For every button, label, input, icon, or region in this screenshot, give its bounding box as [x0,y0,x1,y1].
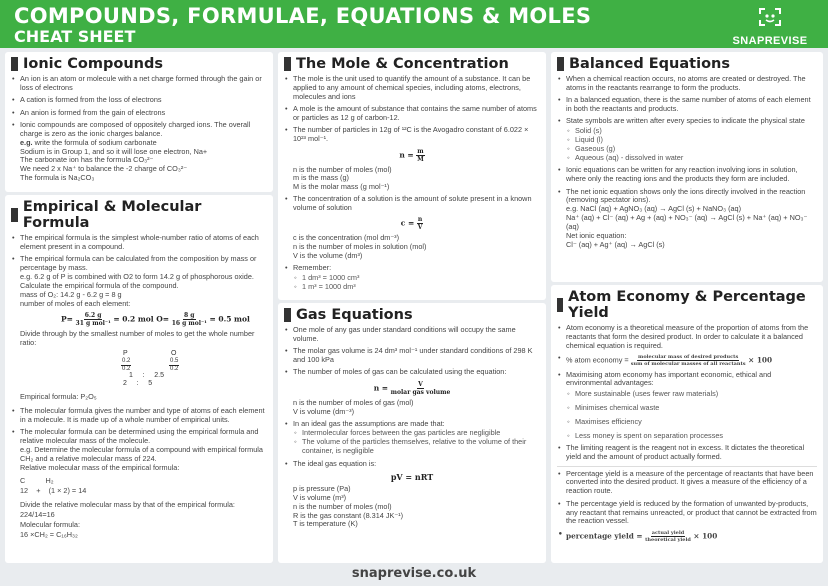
list-item: • Percentage yield is a measure of the percentage of reactants that have been converted into the desired product. It gives a measure of the efficiency of a reaction route. [557,470,817,497]
balanced-equations-card [551,52,823,282]
list-item: • The percentage yield is reduced by the formation of unwanted by-products, any reactant that remains unreacted, or product that cannot be extracted from the reaction vessel. [557,500,817,527]
section-marker-icon [557,298,563,312]
list-item: • The molecular formula can be determined using the empirical formula and relative molecular mass of the molecule. e.g. Determine the molecular formula of a compound with empirical formula CH₂ and a relative molecular mass of 224. Relative molecular mass of the empirical formula: [11,428,267,473]
variable-list: c is the concentration (mol dm⁻³) n is the number of moles in solution (mol) V is the volume (dm³) [293,233,427,261]
section-title: Gas Equations [284,307,540,323]
list-item: • The number of moles of gas can be calculated using the equation: [284,368,540,377]
sub-item: ◦ Maximises efficiency [566,418,817,427]
list-item: • The limiting reagent is the reagent not in excess. It dictates the theoretical yield and the amount of product actually formed. [557,444,817,462]
list-item: • Ionic compounds are composed of oppositely charged ions. The overall charge is zero as the ionic charges balance. e.g. write the formula of sodium carbonate Sodium is in Group 1, and so it will lose one electron, Na+ The carbonate ion has the formula CO₃²⁻ We need 2 x Na⁺ to balance the -2 charge of CO₃²⁻ The formula is Na₂CO₃ [11,121,267,183]
sub-item: ◦ Less money is spent on separation processes [566,432,817,441]
list-item: • An ion is an atom or molecule with a net charge formed through the gain or loss of electrons [11,75,267,93]
sub-item: ◦ More sustainable (uses fewer raw materials) [566,390,817,399]
mole-concentration-card [278,52,546,300]
divide-text: Divide through by the smallest number of moles to get the whole number ratio: [20,329,255,347]
sub-item: ◦ Liquid (l) [566,136,817,145]
list-item: • The number of particles in 12g of ¹²C is the Avogadro constant of 6.022 × 10²³ mol⁻¹. [284,126,540,144]
list-item: • The mole is the unit used to quantify the amount of a substance. It can be applied to any amount of chemical species, including atoms, electrons, molecules and ions [284,75,540,102]
list-item: • In an ideal gas the assumptions are made that: ◦ Intermolecular forces between the gas particles are negligible ◦ The volume of the particles themselves, relative to the volume of their container, is negligible [284,420,540,457]
sub-item: ◦ The volume of the particles themselves, relative to the volume of their container, is negligible [293,438,540,456]
list-item: • The molecular formula gives the number and type of atoms of each element in a molecule. It is made up of a whole number of empirical units. [11,407,267,425]
list-item: • A cation is formed from the loss of electrons [11,96,267,105]
moles-equation: P= $\frac{6.2 g}{\text{31 g mol⁻¹}}$ = 0.2 mol O= $\frac{8 g}{\text{16 g mol⁻¹}}$ = 0.5 mol [61,312,250,328]
list-item: • One mole of any gas under standard conditions will occupy the same volume. [284,326,540,344]
sub-item: ◦ 1 dm³ = 1000 cm³ [293,274,540,283]
divide-calc: Divide the relative molecular mass by that of the empirical formula: 224/14=16 Molecular formula: 16 ×CH₂ = C₁₆H₃₂ [20,499,235,539]
header-banner [0,0,828,48]
section-title: Balanced Equations [557,56,817,72]
section-title: Ionic Compounds [11,56,267,72]
sub-item: ◦ 1 m³ = 1000 dm³ [293,283,540,292]
moles-mass-equation: n = $\frac{m}{M}$ [399,147,424,163]
sub-item: ◦ Intermolecular forces between the gas particles are negligible [293,429,540,438]
section-title: Atom Economy & Percentage Yield [557,289,817,321]
sub-item: ◦ Minimises chemical waste [566,404,817,413]
section-marker-icon [557,57,564,71]
page-subtitle: CHEAT SHEET [14,27,136,46]
ionic-compounds-card [5,52,273,192]
list-item: • The ideal gas equation is: [284,460,540,469]
list-item: • An anion is formed from the gain of electrons [11,109,267,118]
sub-item: ◦ Gaseous (g) [566,145,817,154]
section-title: Empirical & Molecular Formula [11,199,267,231]
gas-moles-equation: n = $\frac{V}{\text{molar gas volume}}$ [373,380,451,396]
list-item: • The concentration of a solution is the amount of solute present in a known volume of solution [284,195,540,213]
divider [557,466,817,467]
ideal-gas-equation: pV = nRT [390,471,434,482]
brand-name: SNAPREVISE [732,35,808,47]
list-item: • The net ionic equation shows only the ions directly involved in the reaction (removing spectator ions). e.g. NaCl (aq) + AgNO₃ (aq) → AgCl (s) + NaNO₃ (aq) Na⁺ (aq) + Cl⁻ (aq) + Ag + (aq) + NO₃⁻ (aq) → AgCl (s) + Na⁺ (aq) + NO₃⁻ (aq) Net ionic equation: Cl⁻ (aq) + Ag⁺ (aq) → AgCl (s) [557,188,817,250]
section-marker-icon [11,57,18,71]
list-item: • Maximising atom economy has important economic, ethical and environmental advantages: ◦ More sustainable (uses fewer raw materials) ◦ Minimises chemical waste ◦ Maximises efficiency ◦ Less money is spent on separation processes [557,371,817,441]
variable-list: p is pressure (Pa) V is volume (m³) n is the number of moles (mol) R is the gas constant (8.314 JK⁻¹) T is temperature (K) [293,483,404,529]
sub-item: ◦ Aqueous (aq) - dissolved in water [566,154,817,163]
empirical-formula-card [5,195,273,563]
list-item: • When a chemical reaction occurs, no atoms are created or destroyed. The atoms in the reactants rearrange to form the products. [557,75,817,93]
section-marker-icon [284,57,291,71]
ratio-table: P O $\frac{0.2}{0.2}$ $\frac{0.5}{0.2}$ 1 : 2.5 2 : 5 [122,349,179,387]
footer-url[interactable]: snaprevise.co.uk [351,566,477,581]
section-marker-icon [284,308,291,322]
section-title: The Mole & Concentration [284,56,540,72]
list-item: • The empirical formula is the simplest whole-number ratio of atoms of each element present in a compound. [11,234,267,252]
atom-economy-card [551,285,823,563]
list-item: • In a balanced equation, there is the same number of atoms of each element in both the reactants and products. [557,96,817,114]
mass-calc: C H₂ 12 + (1 × 2) = 14 [20,475,87,495]
list-item: • percentage yield = $\frac{\text{actual yield}}{\text{theoretical yield}}$ × 100 [557,530,817,543]
list-item: • Atom economy is a theoretical measure of the proportion of atoms from the reactants that form the desired product. In order to calculate it a balanced chemical equation is required. [557,324,817,351]
list-item: • Remember: ◦ 1 dm³ = 1000 cm³ ◦ 1 m³ = 1000 dm³ [284,264,540,292]
logo-icon [757,6,783,28]
list-item: • Ionic equations can be written for any reaction involving ions in solution, where only the reacting ions and the products they form are included. [557,166,817,184]
list-item: • The molar gas volume is 24 dm³ mol⁻¹ under standard conditions of 298 K and 100 kPa [284,347,540,365]
section-marker-icon [11,208,18,222]
list-item: • State symbols are written after every species to indicate the physical state ◦ Solid (s) ◦ Liquid (l) ◦ Gaseous (g) ◦ Aqueous (aq) - dissolved in water [557,117,817,163]
variable-list: n is the number of moles of gas (mol) V is volume (dm⁻³) [293,397,414,416]
variable-list: n is the number of moles (mol) m is the mass (g) M is the molar mass (g mol⁻¹) [293,164,392,192]
brand-logo[interactable] [724,6,816,47]
empirical-result: Empirical formula: P₂O₅ [20,391,97,401]
sub-item: ◦ Solid (s) [566,127,817,136]
list-item: • The empirical formula can be calculated from the composition by mass or percentage by mass. e.g. 6.2 g of P is combined with O2 to form 14.2 g of phosphorous oxide. Calculate the empirical formula of the compound. mass of O₂: 14.2 g - 6.2 g = 8 g number of moles of each element: [11,255,267,308]
list-item: • % atom economy = $\frac{\text{molecular mass of desired products}}{\text{sum of molecular masses of all reactants}}$ × 100 [557,354,817,367]
concentration-equation: c = $\frac{n}{V}$ [400,216,423,232]
gas-equations-card [278,303,546,563]
list-item: • A mole is the amount of substance that contains the same number of atoms or particles as 12 g of carbon-12. [284,105,540,123]
page-title: COMPOUNDS, FORMULAE, EQUATIONS & MOLES [14,4,592,28]
